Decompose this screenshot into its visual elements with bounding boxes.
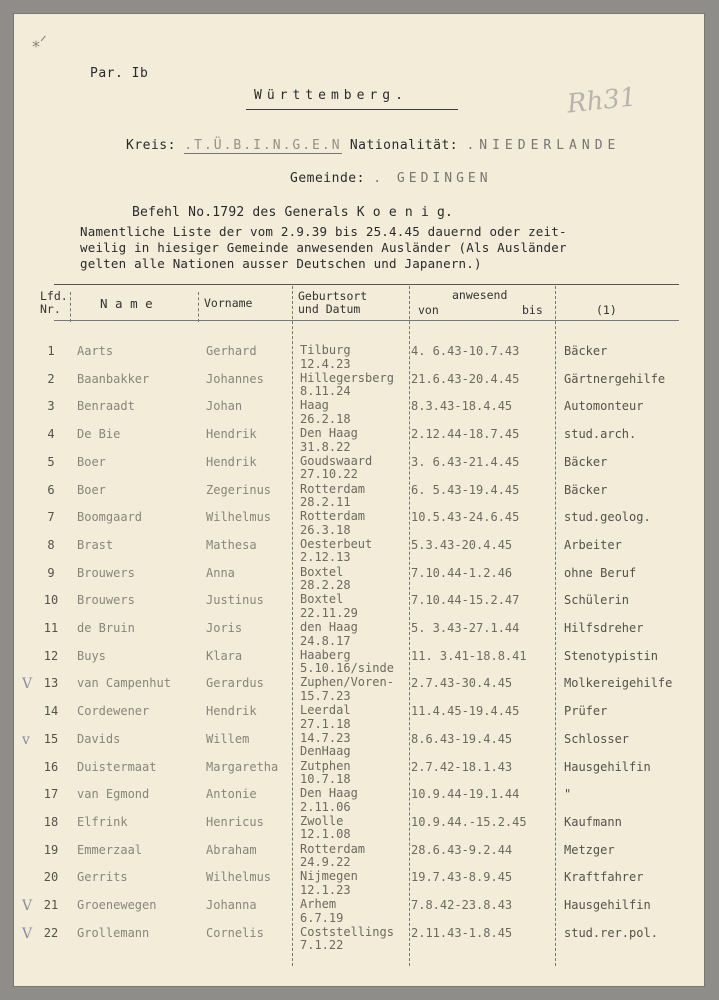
table-row [14, 427, 704, 455]
row-number: 17 [43, 787, 59, 802]
row-name: Cordewener [77, 704, 150, 719]
row-number: 3 [47, 399, 55, 414]
table-row [14, 344, 704, 372]
row-vorname: Johan [206, 399, 243, 414]
column-divider [198, 292, 199, 322]
header-lfd: Lfd. Nr. [40, 289, 68, 316]
row-anwesend: 11.4.45-19.4.45 [411, 704, 520, 719]
row-geburtsort-place: Boxtel [300, 592, 344, 607]
row-geburtsort [300, 621, 358, 648]
header-geburtsort: Geburtsort und Datum [298, 289, 368, 316]
row-name: Brouwers [77, 593, 135, 608]
row-geburtsort-date: 24.9.22 [300, 855, 351, 870]
row-geburtsort-date: 26.3.18 [300, 522, 351, 537]
table-row [14, 704, 704, 732]
row-anwesend: 2.7.43-30.4.45 [411, 676, 513, 691]
row-vorname: Hendrik [206, 427, 257, 442]
row-geburtsort-date: 2.12.13 [300, 550, 351, 565]
order-line-1: Befehl No.1792 des Generals K o e n i g. [132, 205, 454, 220]
header-name: N a m e [100, 296, 153, 311]
check-mark: V [22, 925, 33, 942]
row-name: Aarts [77, 344, 114, 358]
table-top-rule [54, 284, 679, 285]
row-geburtsort [300, 815, 351, 842]
header-one: (1) [596, 303, 617, 317]
paragraph-reference: Par. Ib [90, 66, 149, 81]
row-number: 16 [43, 759, 59, 774]
row-number: 4 [47, 427, 55, 442]
row-name: Davids [77, 731, 121, 746]
row-number: 14 [43, 704, 59, 719]
table-row [14, 372, 704, 400]
row-geburtsort [300, 676, 394, 703]
row-geburtsort-place: Rotterdam [300, 509, 366, 524]
row-anwesend: 8.6.43-19.4.45 [411, 731, 513, 746]
row-anwesend: 21.6.43-20.4.45 [411, 371, 520, 386]
order-line-2: Namentliche Liste der vom 2.9.39 bis 25.4.45 dauernd oder zeit- [80, 224, 567, 239]
row-anwesend: 5.3.43-20.4.45 [411, 537, 513, 552]
table-row [14, 483, 704, 511]
table-row [14, 538, 704, 566]
row-anwesend: 10.5.43-24.6.45 [411, 510, 520, 525]
row-vorname: Hendrik [206, 704, 257, 719]
row-number: 22 [43, 925, 59, 940]
row-geburtsort [300, 427, 358, 454]
row-beruf: stud.arch. [564, 427, 637, 442]
row-geburtsort-place: den Haag [300, 620, 358, 634]
document-page [14, 14, 704, 986]
header-anwesend: anwesend [452, 288, 508, 302]
row-geburtsort [300, 399, 351, 426]
row-vorname: Johannes [206, 371, 264, 386]
row-vorname: Klara [206, 648, 243, 663]
column-divider [70, 292, 71, 322]
table-row [14, 787, 704, 815]
row-name: Boer [77, 454, 106, 469]
row-geburtsort-date: 27.1.18 [300, 716, 351, 731]
row-geburtsort-date: 12.1.23 [300, 882, 351, 897]
row-vorname: Cornelis [206, 925, 264, 940]
row-number: 5 [47, 454, 55, 469]
row-geburtsort [300, 898, 343, 925]
table-row [14, 898, 704, 926]
table-row [14, 815, 704, 843]
row-geburtsort-place: Tilburg [300, 343, 351, 357]
row-geburtsort-date: 12.1.08 [300, 827, 351, 842]
kreis-line [126, 138, 620, 153]
row-vorname: Mathesa [206, 537, 257, 552]
table-row [14, 676, 704, 704]
row-number: 19 [43, 842, 59, 857]
row-name: Elfrink [77, 814, 128, 829]
row-anwesend: 7.10.44-15.2.47 [411, 593, 520, 608]
row-name: Groenewegen [77, 898, 157, 912]
row-number: 6 [47, 482, 55, 497]
row-geburtsort-date: 2.11.06 [300, 799, 351, 814]
row-number: 18 [43, 814, 59, 829]
row-vorname: Margaretha [206, 759, 279, 774]
row-anwesend: 7.8.42-23.8.43 [411, 898, 513, 912]
table-row [14, 760, 704, 788]
row-number: 10 [43, 593, 59, 608]
row-name: Brast [77, 537, 114, 552]
row-geburtsort [300, 483, 365, 510]
row-geburtsort [300, 787, 358, 814]
row-name: Brouwers [77, 565, 135, 580]
check-mark: v [22, 731, 30, 748]
row-anwesend: 10.9.44.-15.2.45 [411, 814, 527, 829]
row-anwesend: 4. 6.43-10.7.43 [411, 344, 520, 358]
row-geburtsort-date: 7.1.22 [300, 938, 344, 953]
row-number: 12 [43, 648, 59, 663]
row-name: De Bie [77, 427, 121, 442]
row-number: 20 [43, 870, 59, 885]
pencil-annotation: Rh31 [565, 82, 638, 120]
row-geburtsort-place: Haag [300, 398, 329, 413]
corner-mark: ⁎ᐟ [32, 32, 47, 51]
row-anwesend: 5. 3.43-27.1.44 [411, 621, 520, 635]
row-anwesend: 2.12.44-18.7.45 [411, 427, 520, 442]
row-name: Gerrits [77, 870, 128, 885]
row-geburtsort-place: Goudswaard [300, 453, 373, 468]
row-vorname: Wilhelmus [206, 870, 272, 885]
row-geburtsort-place: Den Haag [300, 786, 358, 801]
row-vorname: Johanna [206, 898, 257, 912]
row-number: 11 [43, 621, 59, 635]
row-geburtsort-date: 26.2.18 [300, 411, 351, 426]
row-anwesend: 8.3.43-18.4.45 [411, 399, 513, 414]
row-geburtsort [300, 538, 372, 565]
row-geburtsort [300, 732, 351, 759]
row-geburtsort [300, 649, 394, 676]
state-title: Württemberg. [254, 88, 408, 103]
table-row [14, 593, 704, 621]
table-row [14, 843, 704, 871]
gemeinde-line [290, 171, 492, 186]
row-anwesend: 19.7.43-8.9.45 [411, 870, 513, 885]
row-beruf: Kaufmann [564, 814, 622, 829]
row-anwesend: 6. 5.43-19.4.45 [411, 482, 520, 497]
row-name: Buys [77, 648, 106, 663]
row-geburtsort-date: 6.7.19 [300, 910, 344, 925]
row-name: Grollemann [77, 925, 150, 940]
row-vorname: Gerardus [206, 676, 264, 691]
row-geburtsort-place: Zuphen/Voren- [300, 675, 394, 690]
header-bis: bis [522, 303, 543, 317]
row-geburtsort-date: 28.2.11 [300, 495, 351, 509]
row-geburtsort [300, 843, 365, 870]
row-beruf: Hausgehilfin [564, 898, 651, 912]
row-vorname: Zegerinus [206, 482, 272, 497]
table-row [14, 566, 704, 594]
row-geburtsort [300, 455, 372, 482]
row-number: 1 [47, 344, 55, 358]
row-geburtsort-place: Zutphen [300, 758, 351, 773]
row-name: Duistermaat [77, 759, 157, 774]
table-row [14, 399, 704, 427]
row-geburtsort [300, 566, 351, 593]
row-anwesend: 2.7.42-18.1.43 [411, 759, 513, 774]
row-beruf: Hilfsdreher [564, 621, 644, 635]
row-vorname: Abraham [206, 842, 257, 857]
row-geburtsort-place: Oesterbeut [300, 536, 373, 551]
row-name: van Campenhut [77, 676, 171, 691]
row-geburtsort-place: Rotterdam [300, 481, 366, 496]
row-vorname: Antonie [206, 787, 257, 802]
row-vorname: Hendrik [206, 454, 257, 469]
row-anwesend: 7.10.44-1.2.46 [411, 565, 513, 580]
row-geburtsort-place: Leerdal [300, 703, 351, 718]
kreis-value: .T.Ü.B.I.N.G.E.N [184, 138, 342, 153]
row-beruf: Automonteur [564, 399, 644, 414]
row-name: Benraadt [77, 399, 135, 414]
nationalitaet-value: .NIEDERLANDE [466, 138, 621, 153]
order-line-3: weilig in hiesiger Gemeinde anwesenden Ausländer (Als Ausländer [80, 240, 567, 255]
row-name: Emmerzaal [77, 842, 143, 857]
title-underline [246, 109, 458, 110]
row-anwesend: 11. 3.41-18.8.41 [411, 648, 527, 663]
table-header-rule [54, 320, 679, 321]
row-geburtsort [300, 926, 394, 953]
kreis-label: Kreis: [126, 138, 176, 153]
header-von: von [418, 303, 439, 317]
row-geburtsort-place: Den Haag [300, 426, 358, 441]
row-name: van Egmond [77, 787, 150, 802]
row-geburtsort [300, 593, 358, 620]
row-anwesend: 10.9.44-19.1.44 [411, 787, 520, 802]
row-geburtsort-date: 8.11.24 [300, 384, 351, 399]
row-beruf: Metzger [564, 842, 615, 857]
row-geburtsort [300, 510, 365, 537]
row-geburtsort-place: 14.7.23 [300, 730, 351, 745]
row-geburtsort-date: 31.8.22 [300, 439, 351, 454]
row-beruf: Bäcker [564, 482, 608, 497]
row-name: de Bruin [77, 621, 135, 635]
row-beruf: stud.geolog. [564, 510, 651, 525]
row-beruf: " [564, 787, 572, 802]
row-beruf: Schülerin [564, 593, 630, 608]
table-row [14, 621, 704, 649]
row-beruf: Hausgehilfin [564, 759, 651, 774]
row-geburtsort-date: 24.8.17 [300, 633, 351, 648]
row-beruf: Bäcker [564, 344, 608, 358]
row-beruf: stud.rer.pol. [564, 925, 658, 940]
row-beruf: Kraftfahrer [564, 870, 644, 885]
row-geburtsort-place: Coststellings [300, 924, 394, 939]
row-geburtsort-place: Rotterdam [300, 841, 366, 856]
row-geburtsort [300, 760, 351, 787]
row-vorname: Wilhelmus [206, 510, 272, 525]
row-geburtsort-place: Boxtel [300, 564, 344, 579]
row-beruf: Gärtnergehilfe [564, 371, 666, 386]
row-number: 13 [43, 676, 59, 691]
row-geburtsort [300, 344, 351, 371]
row-geburtsort-date: 5.10.16/sinde [300, 661, 394, 676]
row-vorname: Justinus [206, 593, 264, 608]
row-geburtsort-date: 10.7.18 [300, 772, 351, 786]
gemeinde-value: . GEDINGEN [373, 171, 492, 186]
row-beruf: ohne Beruf [564, 565, 637, 580]
row-number: 21 [43, 898, 59, 912]
row-name: Boer [77, 482, 106, 497]
table-row [14, 649, 704, 677]
row-geburtsort-place: Hillegersberg [300, 370, 394, 385]
row-beruf: Arbeiter [564, 537, 622, 552]
row-geburtsort-date: 22.11.29 [300, 605, 358, 620]
row-anwesend: 2.11.43-1.8.45 [411, 925, 513, 940]
row-vorname: Anna [206, 565, 235, 580]
row-vorname: Gerhard [206, 344, 257, 358]
row-beruf: Stenotypistin [564, 648, 658, 663]
table-row [14, 455, 704, 483]
row-geburtsort-place: Arhem [300, 897, 337, 911]
row-vorname: Joris [206, 621, 243, 635]
row-number: 2 [47, 371, 55, 386]
table-row [14, 732, 704, 760]
check-mark: V [22, 898, 33, 914]
order-line-4: gelten alle Nationen ausser Deutschen und Japanern.) [80, 256, 482, 271]
row-number: 8 [47, 537, 55, 552]
table-row [14, 870, 704, 898]
row-geburtsort-date: 28.2.28 [300, 578, 351, 593]
row-geburtsort-place: Zwolle [300, 813, 344, 828]
row-beruf: Prüfer [564, 704, 608, 719]
row-name: Boomgaard [77, 510, 143, 525]
row-number: 7 [47, 510, 55, 525]
gemeinde-label: Gemeinde: [290, 171, 365, 186]
row-vorname: Henricus [206, 814, 264, 829]
row-geburtsort-place: Haaberg [300, 647, 351, 662]
row-geburtsort-date: DenHaag [300, 744, 351, 759]
table-row [14, 510, 704, 538]
row-name: Baanbakker [77, 371, 150, 386]
row-vorname: Willem [206, 731, 250, 746]
row-geburtsort-date: 15.7.23 [300, 688, 351, 703]
row-geburtsort-date: 27.10.22 [300, 467, 358, 482]
row-number: 15 [43, 731, 59, 746]
row-number: 9 [47, 565, 55, 580]
row-beruf: Molkereigehilfe [564, 676, 673, 691]
row-anwesend: 3. 6.43-21.4.45 [411, 454, 520, 469]
row-geburtsort [300, 870, 358, 897]
row-geburtsort [300, 704, 351, 731]
row-geburtsort [300, 372, 394, 399]
row-beruf: Bäcker [564, 454, 608, 469]
row-geburtsort-place: Nijmegen [300, 869, 358, 884]
row-anwesend: 28.6.43-9.2.44 [411, 842, 513, 857]
row-beruf: Schlosser [564, 731, 630, 746]
table-row [14, 926, 704, 954]
nationalitaet-label: Nationalität: [349, 138, 459, 153]
check-mark: V [22, 676, 33, 693]
header-vorname: Vorname [204, 296, 253, 310]
row-geburtsort-date: 12.4.23 [300, 356, 351, 371]
